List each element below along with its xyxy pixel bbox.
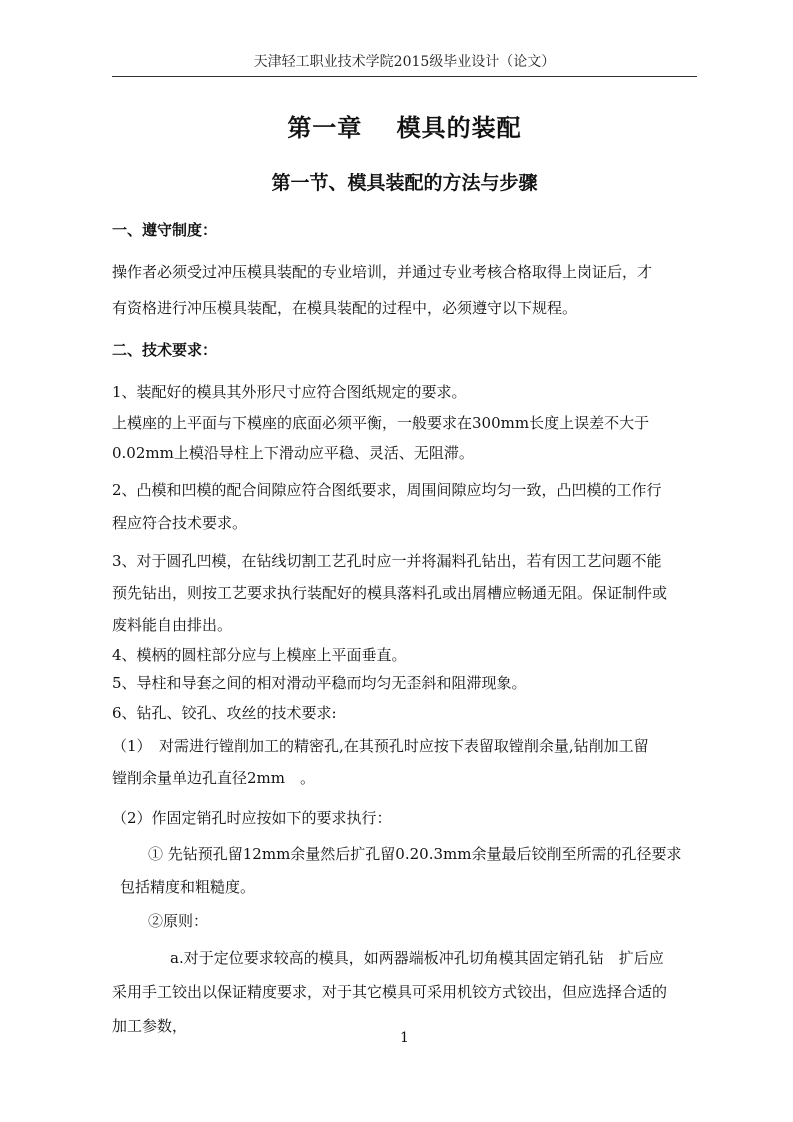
paragraph-compliance — [112, 254, 697, 326]
requirement-item-6: 6、钻孔、铰孔、攻丝的技术要求: — [112, 704, 337, 722]
sub-item-2-a-line: 包括精度和粗糙度。 — [120, 878, 256, 896]
heading-compliance: 一、遵守制度： — [112, 221, 218, 239]
sub-item-2-b-a-line: 加工参数， — [112, 1017, 188, 1035]
requirement-item-4: 4、模柄的圆柱部分应与上模座上平面垂直。 — [112, 646, 407, 664]
section-title: 第一节、模具装配的方法与步骤 — [271, 172, 538, 194]
page-number: 1 — [400, 1030, 409, 1046]
sub-item-2-b: ②原则： — [148, 912, 209, 930]
requirement-item-1: 1、装配好的模具其外形尺寸应符合图纸规定的要求。 — [112, 383, 467, 401]
paragraph-line: 操作者必须受过冲压模具装配的专业培训，并通过专业考核合格取得上岗证后，才 — [112, 263, 653, 281]
requirement-item-2-line: 2、凸模和凹模的配合间隙应符合图纸要求，周围间隙应均匀一致，凸凹模的工作行 — [112, 481, 662, 499]
sub-item-2-b-a-line: 采用手工铰出以保证精度要求，对于其它模具可采用机铰方式铰出，但应选择合适的 — [112, 983, 668, 1001]
requirement-item-2-line: 程应符合技术要求。 — [112, 514, 248, 532]
page-header: 天津轻工职业技术学院2015级毕业设计（论文） — [253, 54, 556, 70]
document-body — [112, 108, 697, 1043]
requirement-item-3-line: 预先钻出，则按工艺要求执行装配好的模具落料孔或出屑槽应畅通无阻。保证制件或 — [112, 584, 668, 602]
sub-item-2-b-a-line: a.对于定位要求较高的模具，如两器端板冲孔切角模其固定销孔钻 扩后应 — [170, 949, 664, 967]
sub-item-1-line: （1） 对需进行镗削加工的精密孔,在其预孔时应按下表留取镗削余量,钻削加工留 — [112, 737, 649, 755]
paragraph-line: 有资格进行冲压模具装配，在模具装配的过程中，必须遵守以下规程。 — [112, 299, 578, 317]
heading-technical-requirements: 二、技术要求： — [112, 341, 218, 359]
chapter-title: 第一章 模具的装配 — [287, 113, 522, 142]
header-divider — [112, 76, 697, 77]
sub-item-2: （2）作固定销孔时应按如下的要求执行： — [112, 809, 392, 827]
sub-item-2-a-line: ① 先钻预孔留12mm余量然后扩孔留0.20.3mm余量最后铰削至所需的孔径要求 — [148, 845, 682, 863]
requirement-item-3-line: 3、对于圆孔凹模，在钻线切割工艺孔时应一并将漏料孔钻出，若有因工艺问题不能 — [112, 552, 662, 570]
requirement-item-3-line: 废料能自由排出。 — [112, 616, 233, 634]
requirement-item-1-detail-line: 上模座的上平面与下模座的底面必须平衡，一般要求在300mm长度上误差不大于 — [112, 414, 650, 432]
requirement-item-1-detail-line: 0.02mm上模沿导柱上下滑动应平稳、灵活、无阻滞。 — [112, 444, 474, 462]
requirement-item-5: 5、导柱和导套之间的相对滑动平稳而均匀无歪斜和阻滞现象。 — [112, 674, 527, 692]
sub-item-1-line: 镗削余量单边孔直径2mm 。 — [112, 769, 315, 787]
